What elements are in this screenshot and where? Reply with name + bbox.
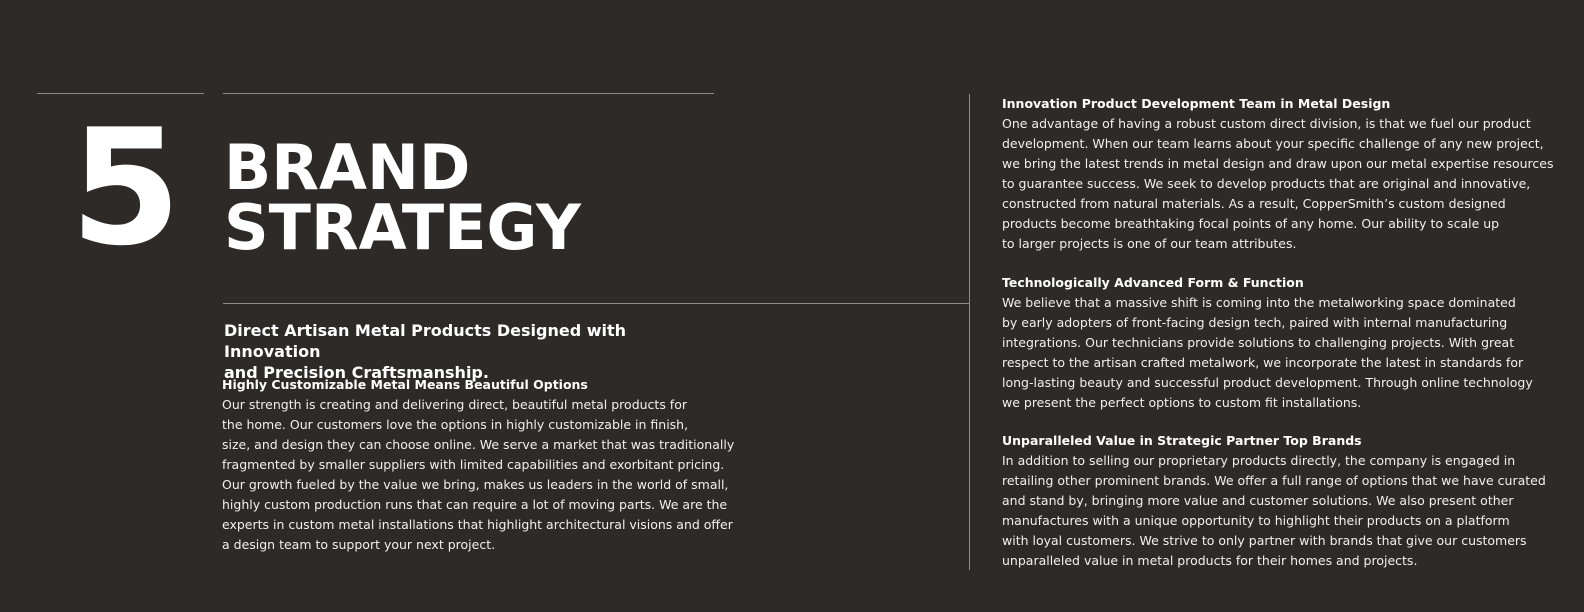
subtitle-line-2: and Precision Craftsmanship. [224,363,489,382]
title-line-1: BRAND [224,131,471,204]
value-heading: Unparalleled Value in Strategic Partner Top Brands [1002,433,1362,448]
technology-heading: Technologically Advanced Form & Function [1002,275,1304,290]
body-line: highly custom production runs that can require a lot of moving parts. We are the [222,497,728,512]
body-line: unparalleled value in metal products for their homes and projects. [1002,553,1418,568]
body-line: with loyal customers. We strive to only partner with brands that give our customers [1002,533,1527,548]
subtitle-line-1: Direct Artisan Metal Products Designed with Innovation [224,321,627,361]
title-line-2: STRATEGY [224,191,581,264]
body-line: One advantage of having a robust custom direct division, is that we fuel our product [1002,116,1531,131]
body-line: Our growth fueled by the value we bring, makes us leaders in the world of small, [222,477,729,492]
body-line: long-lasting beauty and successful product development. Through online technology [1002,375,1533,390]
body-line: we present the perfect options to custom fit installations. [1002,395,1362,410]
body-line: to guarantee success. We seek to develop products that are original and innovative, [1002,176,1531,191]
body-line: integrations. Our technicians provide solutions to challenging projects. With great [1002,335,1515,350]
top-rule-right [223,93,714,94]
body-line: development. When our team learns about your specific challenge of any new project, [1002,136,1544,151]
value-body [1002,451,1546,571]
innovation-body [1002,114,1553,254]
body-line: constructed from natural materials. As a result, CopperSmith’s custom designed [1002,196,1506,211]
body-line: experts in custom metal installations that highlight architectural visions and offer [222,517,733,532]
body-line: products become breathtaking focal points of any home. Our ability to scale up [1002,216,1500,231]
column-divider [969,94,970,570]
left-block-heading: Highly Customizable Metal Means Beautiful Options [222,377,588,392]
subtitle [224,320,724,383]
technology-body [1002,293,1533,413]
body-line: respect to the artisan crafted metalwork, we incorporate the latest in standards for [1002,355,1524,370]
page-title [224,131,581,264]
right-text-block-innovation [1002,94,1553,254]
right-text-block-value [1002,431,1546,571]
body-line: retailing other prominent brands. We offer a full range of options that we have curated [1002,473,1546,488]
body-line: size, and design they can choose online. We serve a market that was traditionally [222,437,735,452]
innovation-heading: Innovation Product Development Team in Metal Design [1002,96,1391,111]
body-line: we bring the latest trends in metal design and draw upon our metal expertise resources [1002,156,1554,171]
body-line: by early adopters of front-facing design tech, paired with internal manufacturing [1002,315,1508,330]
body-line: In addition to selling our proprietary products directly, the company is engaged in [1002,453,1516,468]
body-line: the home. Our customers love the options in highly customizable in finish, [222,417,689,432]
left-text-block [222,375,734,555]
section-number: 5 [70,94,178,281]
mid-rule [223,303,969,304]
body-line: and stand by, bringing more value and customer solutions. We also present other [1002,493,1514,508]
left-block-body [222,395,734,555]
body-line: to larger projects is one of our team attributes. [1002,236,1297,251]
body-line: We believe that a massive shift is coming into the metalworking space dominated [1002,295,1516,310]
body-line: fragmented by smaller suppliers with limited capabilities and exorbitant pricing. [222,457,725,472]
body-line: Our strength is creating and delivering direct, beautiful metal products for [222,397,687,412]
body-line: a design team to support your next project. [222,537,496,552]
right-text-block-technology [1002,273,1533,413]
body-line: manufactures with a unique opportunity to highlight their products on a platform [1002,513,1510,528]
